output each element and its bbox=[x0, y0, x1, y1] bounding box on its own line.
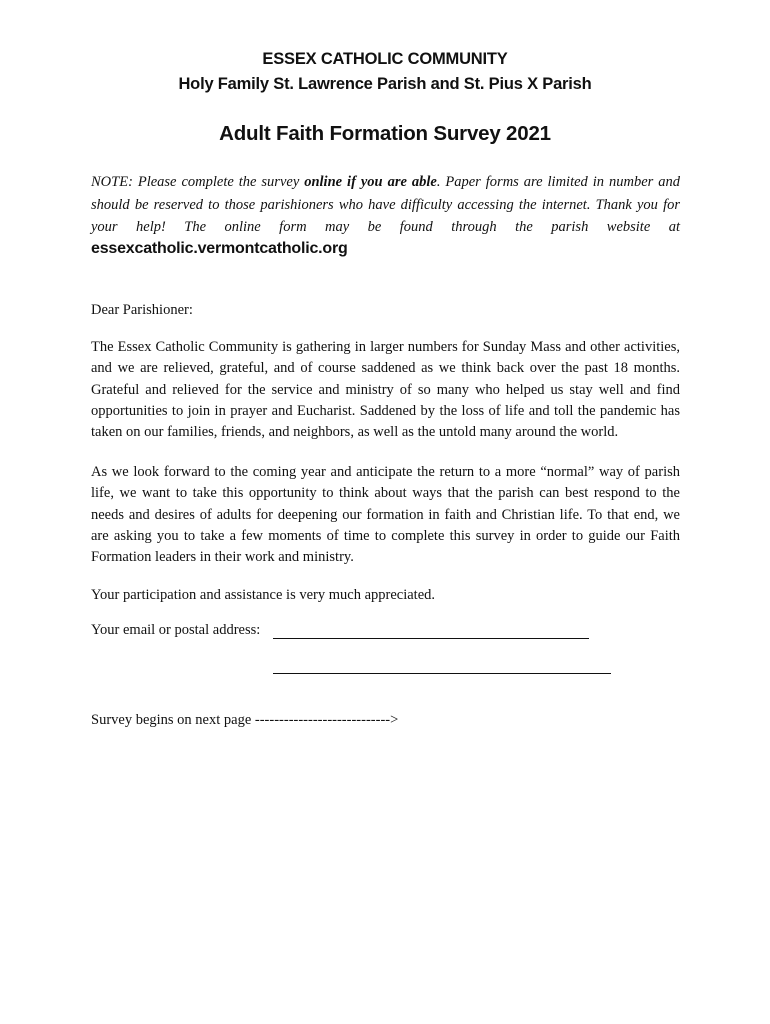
address-label: Your email or postal address: bbox=[91, 622, 261, 638]
letter-paragraph-1: The Essex Catholic Community is gathering in larger numbers for Sunday Mass and other activities, and we are relieved, grateful, and of course saddened as we think back over the past 18 months. Grateful and relieved for the service and ministry of so many who helped us stay well and find opportunities to join in prayer and Eucharist. Saddened by the loss of life and toll the pandemic has taken on our families, friends, and neighbors, as well as the untold many around the world. bbox=[91, 339, 680, 441]
address-field-line-1[interactable] bbox=[273, 638, 589, 639]
address-field-line-2[interactable] bbox=[273, 673, 611, 674]
next-page-notice: Survey begins on next page ----------------------------> bbox=[91, 712, 399, 728]
survey-title: Adult Faith Formation Survey 2021 bbox=[219, 122, 551, 145]
note-paragraph bbox=[91, 171, 680, 239]
greeting: Dear Parishioner: bbox=[91, 302, 193, 318]
organization-heading: ESSEX CATHOLIC COMMUNITY bbox=[262, 50, 508, 68]
website-link[interactable]: essexcatholic.vermontcatholic.org bbox=[91, 240, 348, 257]
note-emphasis: online if you are able bbox=[304, 174, 437, 190]
letter-paragraph-2: As we look forward to the coming year and anticipate the return to a more “normal” way of parish life, we want to take this opportunity to think about ways that the parish can best respond to the needs and desires of adults for deepening our formation in faith and Christian life. To that end, we are asking you to take a few moments of time to complete this survey in order to guide our Faith Formation leaders in their work and ministry. bbox=[91, 464, 680, 566]
parishes-heading: Holy Family St. Lawrence Parish and St. Pius X Parish bbox=[178, 75, 592, 93]
note-suffix: . Paper forms are limited in number and should be reserved to those parishioners who have difficulty accessing the internet. Thank you for your help! The online form may be found through the parish website at bbox=[91, 174, 680, 235]
thanks-line: Your participation and assistance is very much appreciated. bbox=[91, 587, 436, 603]
note-prefix: NOTE: Please complete the survey bbox=[91, 174, 305, 190]
